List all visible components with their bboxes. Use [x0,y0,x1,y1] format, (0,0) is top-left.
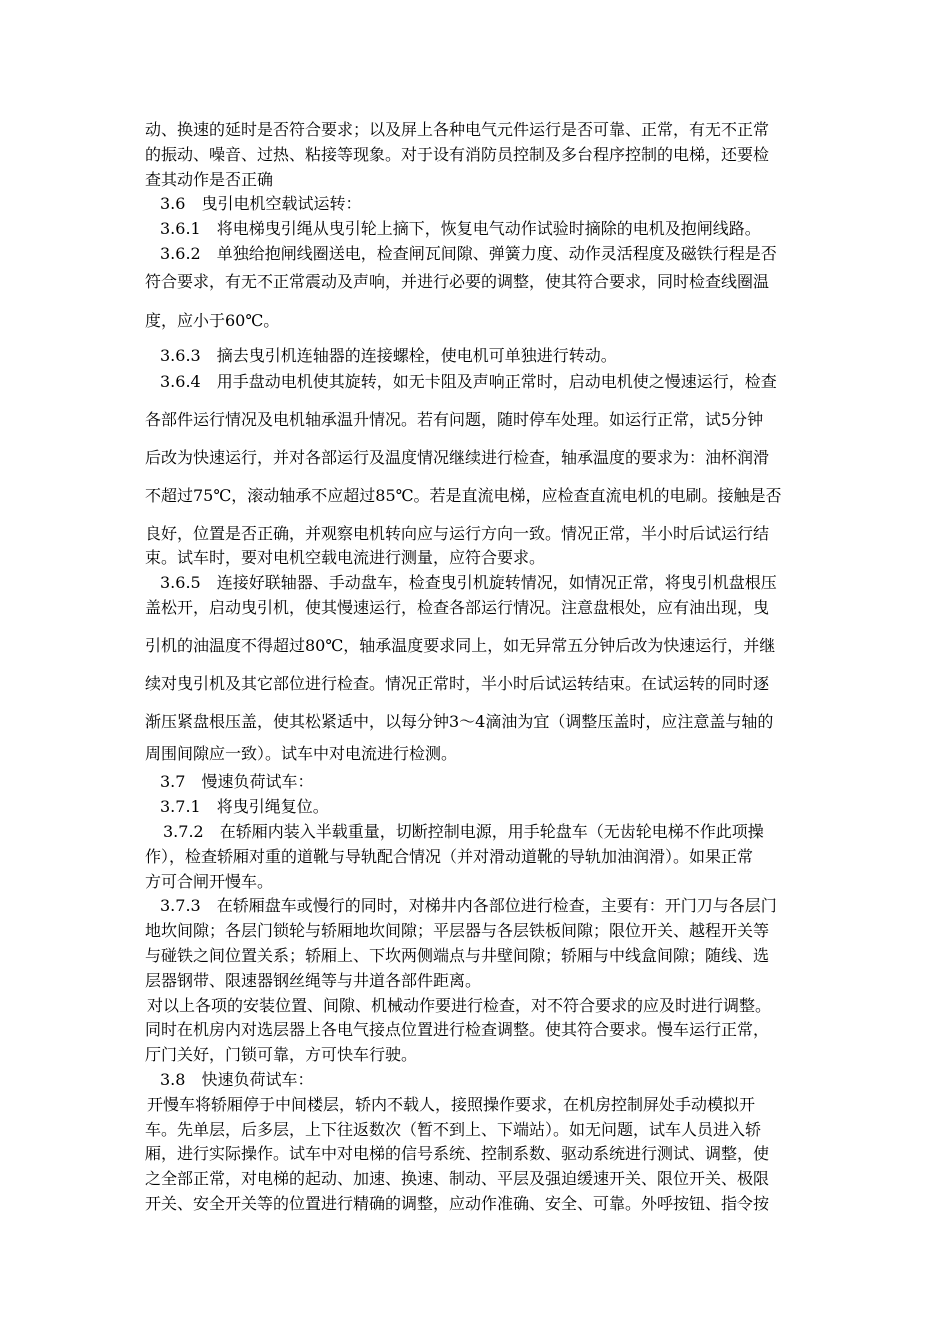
text-line: 后改为快速运行，并对各部运行及温度情况继续进行检查，轴承温度的要求为：油杯润滑 [145,448,770,467]
text-line: 3.7.3 在轿厢盘车或慢行的同时，对梯井内各部位进行检查，主要有：开门刀与各层门 [160,896,777,915]
text-line: 引机的油温度不得超过80℃，轴承温度要求同上，如无异常五分钟后改为快速运行，并继 [145,636,776,655]
text-line: 渐压紧盘根压盖，使其松紧适中，以每分钟3～4滴油为宜（调整压盖时，应注意盖与轴的 [145,712,774,731]
text-line: 不超过75℃，滚动轴承不应超过85℃。若是直流电梯，应检查直流电机的电刷。接触是否 [145,486,782,505]
text-line: 周围间隙应一致）。试车中对电流进行检测。 [145,744,458,763]
text-line: 符合要求，有无不正常震动及声响，并进行必要的调整，使其符合要求，同时检查线圈温 [145,272,770,291]
text-line: 开慢车将轿厢停于中间楼层，轿内不载人，接照操作要求，在机房控制屏处手动模拟开 [147,1095,756,1114]
text-line: 的振动、噪音、过热、粘接等现象。对于设有消防员控制及多台程序控制的电梯，还要检 [145,145,770,164]
text-line: 3.6.2 单独给抱闸线圈送电，检查闸瓦间隙、弹簧力度、动作灵活程度及磁铁行程是否 [160,244,777,263]
text-line: 车。先单层，后多层，上下往返数次（暂不到上、下端站）。如无问题，试车人员进入轿 [145,1120,762,1139]
text-line: 开关、安全开关等的位置进行精确的调整，应动作准确、安全、可靠。外呼按钮、指令按 [145,1194,770,1213]
text-line: 3.7.2 在轿厢内装入半载重量，切断控制电源，用手轮盘车（无齿轮电梯不作此项操 [163,822,764,841]
text-line: 3.6.5 连接好联轴器、手动盘车，检查曳引机旋转情况，如情况正常，将曳引机盘根压 [160,573,777,592]
text-line: 各部件运行情况及电机轴承温升情况。若有问题，随时停车处理。如运行正常，试5分钟 [145,410,764,429]
text-line: 3.6.3 摘去曳引机连轴器的连接螺栓，使电机可单独进行转动。 [160,346,617,365]
text-line: 度，应小于60℃。 [145,311,280,330]
text-line: 之全部正常，对电梯的起动、加速、换速、制动、平层及强迫缓速开关、限位开关、极限 [145,1169,770,1188]
text-line: 3.7.1 将曳引绳复位。 [160,797,329,816]
text-line: 同时在机房内对选层器上各电气接点位置进行检查调整。使其符合要求。慢车运行正常， [145,1020,770,1039]
text-line: 层器钢带、限速器钢丝绳等与井道各部件距离。 [145,971,482,990]
section-heading: 3.7 慢速负荷试车： [160,772,314,791]
text-line: 作），检查轿厢对重的道靴与导轨配合情况（并对滑动道靴的导轨加油润滑）。如果正常 [145,847,754,866]
text-line: 盖松开，启动曳引机，使其慢速运行，检查各部运行情况。注意盘根处，应有油出现，曳 [145,598,770,617]
text-line: 方可合闸开慢车。 [145,872,274,891]
text-line: 地坎间隙；各层门锁轮与轿厢地坎间隙；平层器与各层铁板间隙；限位开关、越程开关等 [145,921,770,940]
section-heading: 3.6 曳引电机空载试运转： [160,194,362,213]
text-line: 续对曳引机及其它部位进行检查。情况正常时，半小时后试运转结束。在试运转的同时逐 [145,674,770,693]
text-line: 良好，位置是否正确，并观察电机转向应与运行方向一致。情况正常，半小时后试运行结 [145,524,770,543]
text-line: 束。试车时，要对电机空载电流进行测量，应符合要求。 [145,548,546,567]
text-line: 3.6.4 用手盘动电机使其旋转，如无卡阻及声响正常时，启动电机使之慢速运行，检查 [160,372,777,391]
text-line: 与碰铁之间位置关系；轿厢上、下坎两侧端点与井壁间隙；轿厢与中线盒间隙；随线、选 [145,946,770,965]
text-line: 动、换速的延时是否符合要求；以及屏上各种电气元件运行是否可靠、正常，有无不正常 [145,120,770,139]
text-line: 对以上各项的安装位置、间隙、机械动作要进行检查，对不符合要求的应及时进行调整。 [147,996,772,1015]
text-line: 厅门关好，门锁可靠，方可快车行驶。 [145,1045,418,1064]
text-line: 厢，进行实际操作。试车中对电梯的信号系统、控制系数、驱动系统进行测试、调整，使 [145,1144,770,1163]
section-heading: 3.8 快速负荷试车： [160,1070,314,1089]
text-line: 3.6.1 将电梯曳引绳从曳引轮上摘下，恢复电气动作试验时摘除的电机及抱闸线路。 [160,219,761,238]
text-line: 查其动作是否正确 [145,170,274,189]
